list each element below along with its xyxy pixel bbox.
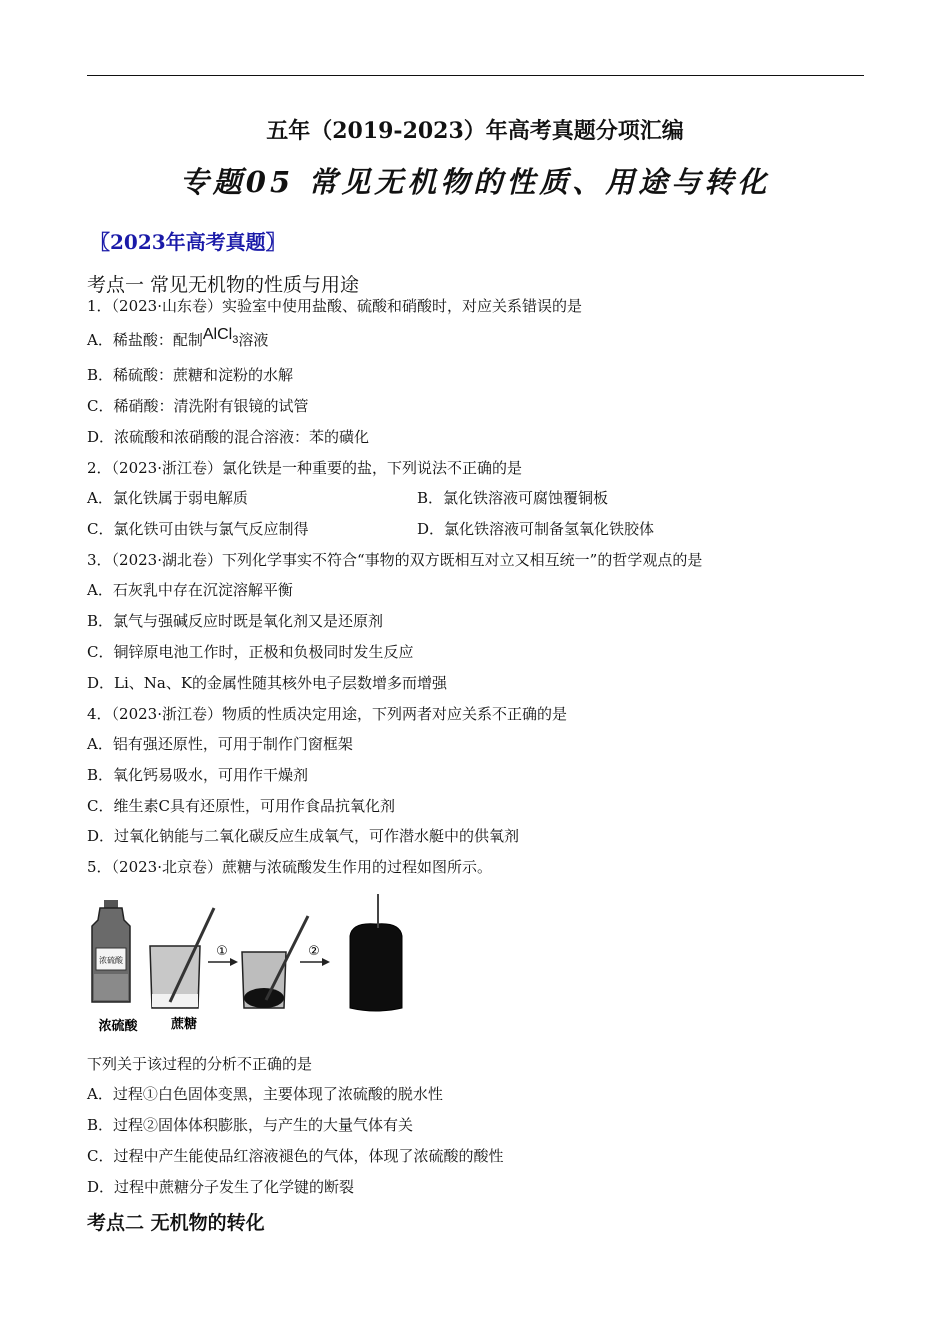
q1-option-c: C．稀硝酸：清洗附有银镜的试管 [87,397,309,415]
alcl3-formula: AlCl$_3$ [202,326,239,347]
q3-option-a: A．石灰乳中存在沉淀溶解平衡 [87,581,293,599]
acid-bottle-image [92,900,130,1002]
kaodian-2-heading: 考点二 无机物的转化 [87,1212,265,1234]
top-rule [87,75,864,76]
beaker-sugar-image [150,908,214,1008]
caption-sugar: 蔗糖 [170,1017,198,1032]
kaodian-1-heading: 考点一 常见无机物的性质与用途 [87,274,360,296]
q5-option-c: C．过程中产生能使品红溶液褪色的气体，体现了浓硫酸的酸性 [87,1147,504,1165]
arrow-step-2 [300,944,330,966]
doc-title: 五年（2019-2023）年高考真题分项汇编 [266,118,684,144]
doc-subtitle: 专题05 常见无机物的性质、用途与转化 [179,165,771,199]
q4-option-d: D．过氧化钠能与二氧化碳反应生成氧气，可作潜水艇中的供氧剂 [87,827,520,845]
q1-stem: 1．（2023·山东卷）实验室中使用盐酸、硫酸和硝酸时，对应关系错误的是 [87,297,582,315]
q2-option-b: B．氯化铁溶液可腐蚀覆铜板 [417,489,609,507]
q5-option-a: A．过程①白色固体变黑，主要体现了浓硫酸的脱水性 [87,1085,443,1103]
q5-after-figure: 下列关于该过程的分析不正确的是 [87,1055,313,1073]
q3-stem: 3．（2023·湖北卷）下列化学事实不符合“事物的双方既相互对立又相互统一”的哲学观点的是 [87,551,703,569]
caption-acid: 浓硫酸 [98,1019,138,1034]
q1-option-a: A．稀盐酸：配制AlCl$_3$溶液 [87,326,269,349]
bottle-label: 浓硫酸 [99,956,123,965]
q5-stem: 5．（2023·北京卷）蔗糖与浓硫酸发生作用的过程如图所示。 [87,858,492,876]
q2-option-a: A．氯化铁属于弱电解质 [87,489,248,507]
q4-option-a: A．铝有强还原性，可用于制作门窗框架 [87,735,353,753]
q4-option-b: B．氧化钙易吸水，可用作干燥剂 [87,766,309,784]
q2-stem: 2．（2023·浙江卷）氯化铁是一种重要的盐，下列说法不正确的是 [87,459,522,477]
section-heading-2023: 〖2023年高考真题〗 [90,230,286,254]
q2-option-d: D．氯化铁溶液可制备氢氧化铁胶体 [417,520,655,538]
q3-option-c: C．铜锌原电池工作时，正极和负极同时发生反应 [87,643,414,661]
step-1-marker: ① [216,944,228,959]
arrow-step-1 [208,944,238,966]
beaker-black-image [242,916,308,1008]
q3-option-b: B．氯气与强碱反应时既是氧化剂又是还原剂 [87,612,384,630]
q5-option-b: B．过程②固体体积膨胀，与产生的大量气体有关 [87,1116,414,1134]
q1-option-b: B．稀硫酸：蔗糖和淀粉的水解 [87,366,294,384]
step-2-marker: ② [308,944,320,959]
expanded-carbon-image [350,894,402,1011]
sucrose-experiment-figure [88,890,418,1040]
q4-stem: 4．（2023·浙江卷）物质的性质决定用途，下列两者对应关系不正确的是 [87,705,567,723]
q4-option-c: C．维生素C具有还原性，可用作食品抗氧化剂 [87,797,395,815]
q2-option-c: C．氯化铁可由铁与氯气反应制得 [87,520,309,538]
q5-option-d: D．过程中蔗糖分子发生了化学键的断裂 [87,1178,355,1196]
q1-option-d: D．浓硫酸和浓硝酸的混合溶液：苯的磺化 [87,428,370,446]
q3-option-d: D．Li、Na、K的金属性随其核外电子层数增多而增强 [87,674,448,692]
